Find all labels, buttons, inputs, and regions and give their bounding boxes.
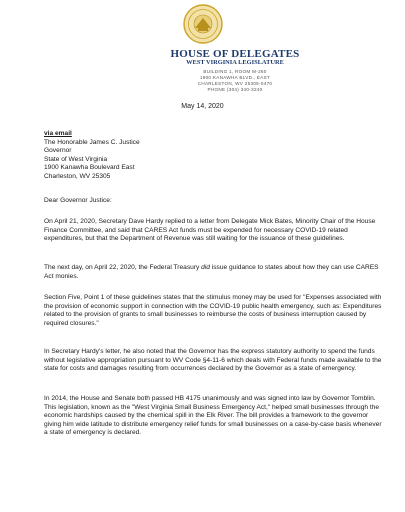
paragraph-3: Section Five, Point 1 of these guidelines states that the stimulus money may be used for "Expenses associated with the provision of economic support in connection with the COVID-19 public health emergency, such as: Expenditures related to the provision of grants to small businesses to reimburse the costs of business interruption caused by required closures." [44,294,382,327]
address-line: CHARLESTON, WV 25305-0470 [197,81,273,86]
address-line: 1900 KANAWHA BLVD., EAST [199,75,271,80]
paragraph-1: On April 21, 2020, Secretary Dave Hardy replied to a letter from Delegate Mick Bates, Minority Chair of the House Finance Committee, and said that CARES Act funds must be expended for necessary COVID-19 related expenditures, but that the Department of Revenue was still waiting for the issuance of these guidelines. [44,218,376,243]
address-line: BUILDING 1, ROOM M-260 [203,69,267,74]
recipient-line: Charleston, WV 25305 [44,172,111,180]
paragraph-4: In Secretary Hardy's letter, he also noted that the Governor has the express statutory authority to spend the funds without legislative appropriation pursuant to WV Code §4-11-6 which deals with Federal funds made available to the state for costs and damages resulting from occurrences declared by the Governor as a state of emergency. [44,348,382,373]
recipient-line: 1900 Kanawha Boulevard East [44,164,135,172]
paragraph-2 [44,264,384,281]
recipient-line: Governor [44,147,72,155]
salutation: Dear Governor Justice: [44,197,112,204]
org-name: HOUSE OF DELEGATES [170,48,300,60]
recipient-line: The Honorable James C. Justice [44,138,140,146]
via-email: via email [44,130,72,137]
state-seal-logo [183,4,223,44]
paragraph-2-text: The next day, on April 22, 2020, the Federal Treasury [44,264,202,271]
paragraph-2-text: issue guidance to states about how they can use CARES Act monies. [44,264,379,280]
letter-date: May 14, 2020 [181,103,224,110]
recipient-line: State of West Virginia [44,155,108,163]
org-subtitle: WEST VIRGINIA LEGISLATURE [186,59,284,66]
paragraph-2-emphasis: did [201,264,210,271]
recipient-block [44,130,384,182]
paragraph-5: In 2014, the House and Senate both passed HB 4175 unanimously and was signed into law by Governor Tomblin. This legislation, known as the "West Virginia Small Business Emergency Act," helped small businesses through the economic hardships caused by the chemical spill in the Elk River. The bill provides a framework to the governor giving him wide latitude to distribute emergency relief funds for small businesses on a case-by-case basis whenever a state of emergency is declared. [44,395,382,437]
address-line: PHONE (304) 340-3240 [207,87,263,92]
